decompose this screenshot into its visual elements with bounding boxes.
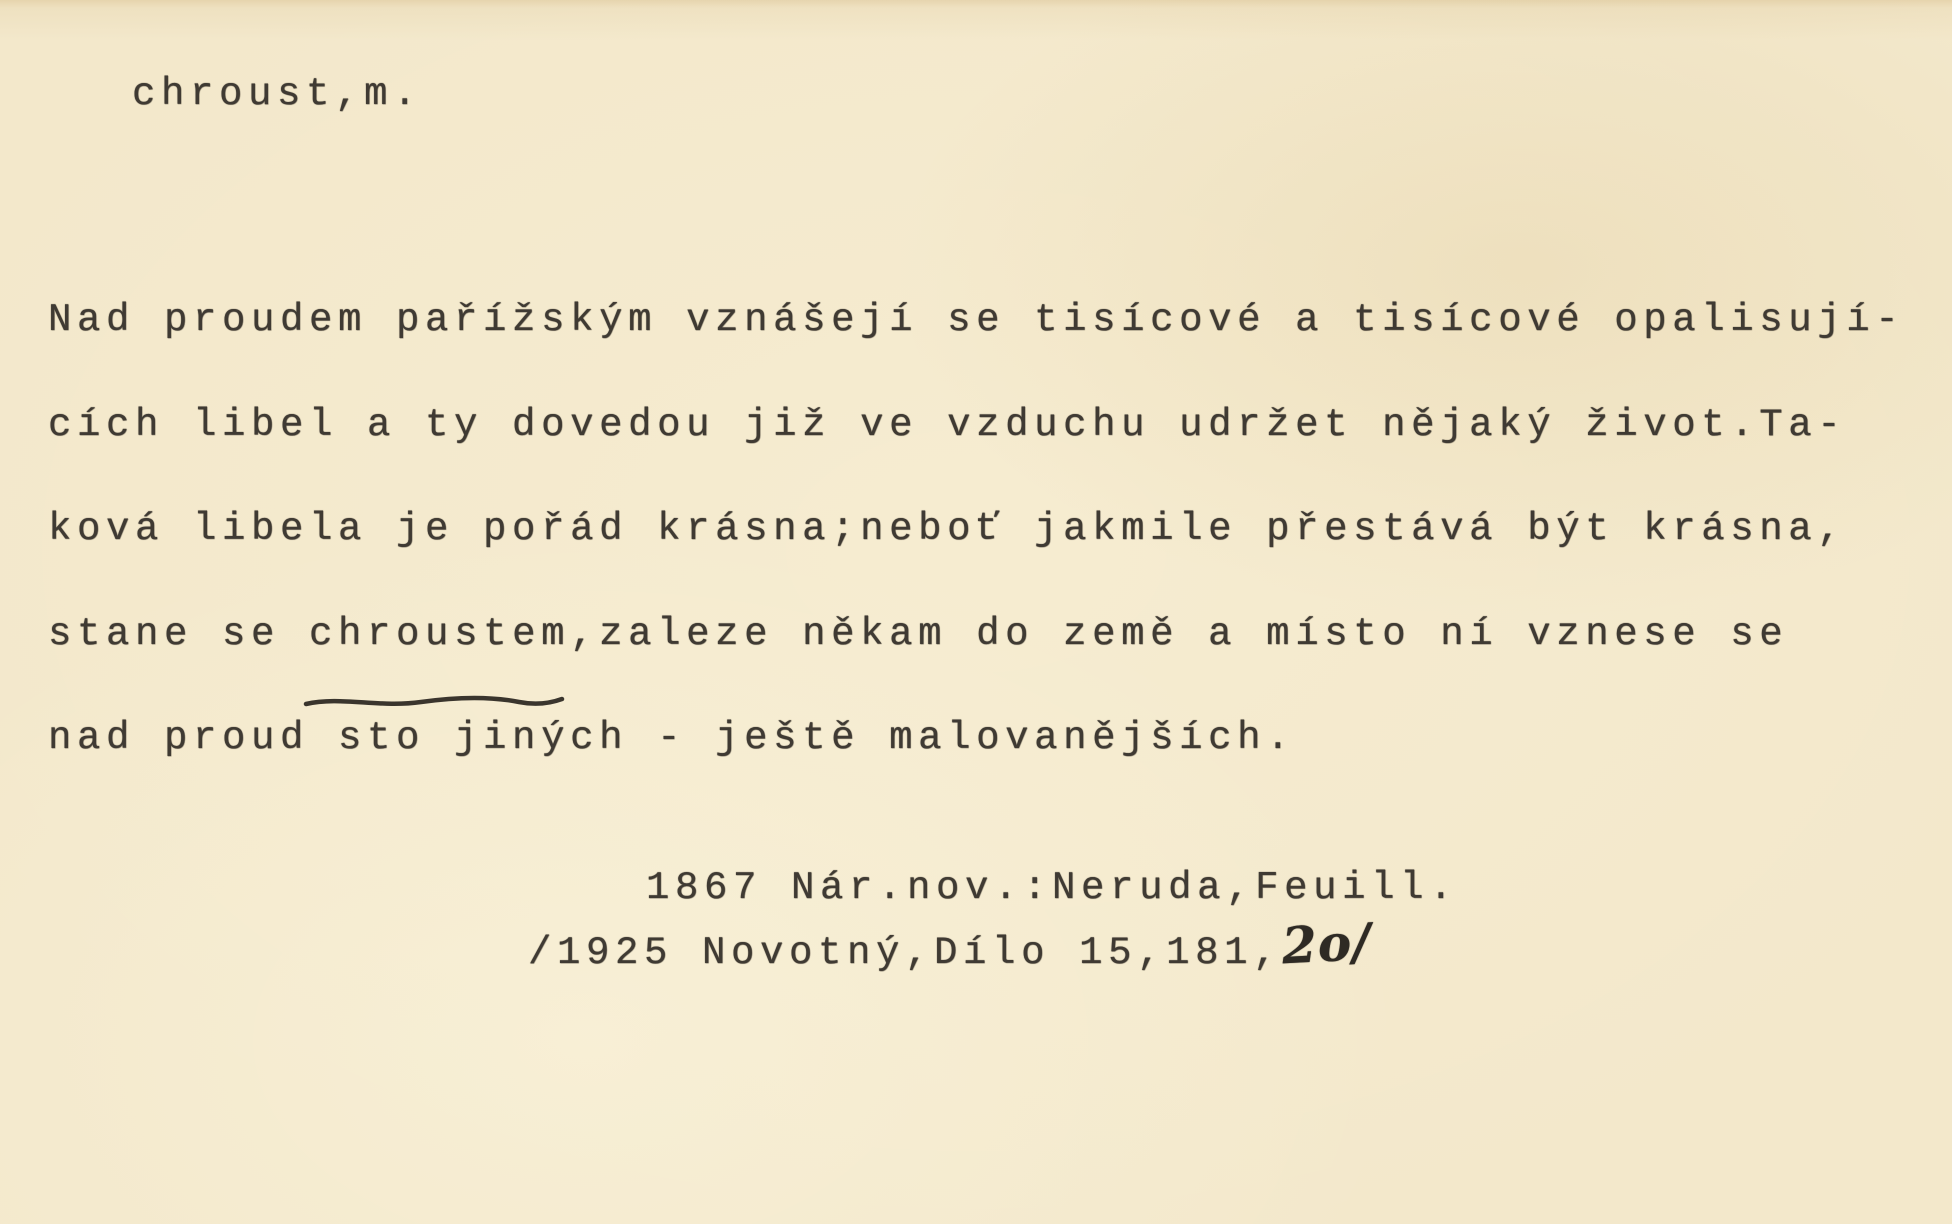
headword: chroust,m.: [132, 72, 423, 116]
quotation-body: [48, 268, 1904, 791]
citation-page-handwritten: 2o/: [1280, 911, 1373, 976]
underlined-word-text: chroustem: [309, 611, 571, 656]
body-line-5: nad proud sto jiných - ještě malovanějších.: [48, 716, 1296, 760]
body-line-4: [48, 582, 1904, 687]
citation-source-line: 1867 Nár.nov.:Neruda,Feuill.: [646, 866, 1459, 910]
underlined-word-chroustem: [309, 582, 570, 687]
citation-edition-typed: /1925 Novotný,Dílo 15,181,: [528, 931, 1283, 975]
body-line-4-prefix: stane se: [48, 611, 310, 656]
body-line-4-suffix: ,zaleze někam do země a místo ní vznese se: [570, 611, 1789, 656]
body-line-3: ková libela je pořád krásna;neboť jakmile přestává být krásna,: [48, 507, 1847, 551]
citation-edition-line: [528, 911, 1373, 976]
body-line-2: cích libel a ty dovedou již ve vzduchu udržet nějaký život.Ta-: [48, 402, 1847, 447]
body-line-1: Nad proudem pařížským vznášejí se tisícové a tisícové opalisují-: [48, 298, 1905, 342]
